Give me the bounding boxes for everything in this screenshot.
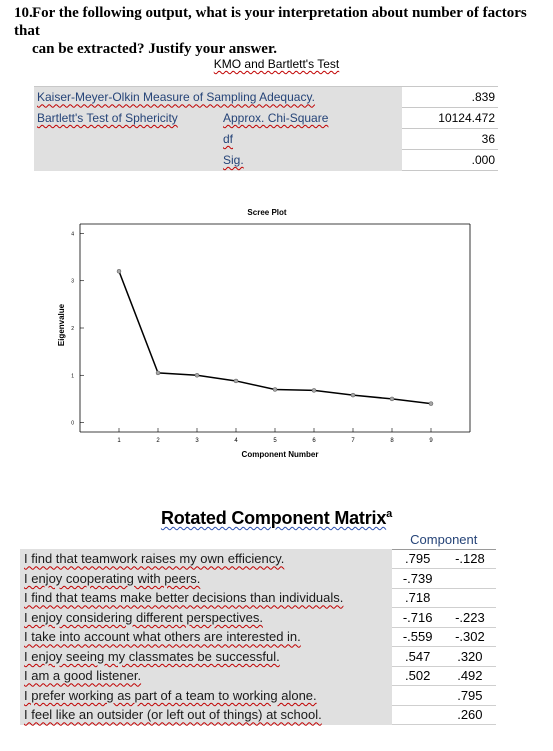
empty-label [34, 150, 220, 171]
component-2-loading: -.302 [444, 627, 496, 647]
x-tick-label: 4 [234, 438, 238, 444]
item-label-cell [20, 608, 392, 628]
x-tick-label: 2 [156, 438, 160, 444]
component-1-loading: -.739 [392, 569, 444, 589]
item-label: I am a good listener. [24, 668, 142, 684]
component-2-loading [444, 569, 496, 589]
item-label-cell [20, 666, 392, 686]
item-label: I take into account what others are interested in. [24, 629, 301, 645]
table-row [20, 686, 496, 706]
table-row [20, 569, 496, 589]
x-tick-label: 8 [390, 438, 394, 444]
data-point [117, 269, 121, 273]
table-row [20, 608, 496, 628]
x-axis-label: Component Number [241, 450, 319, 459]
item-label: I find that teams make better decisions than individuals. [24, 590, 344, 606]
x-tick-label: 5 [273, 438, 277, 444]
item-label: I feel like an outsider (or left out of things) at school. [24, 707, 322, 723]
table-row [20, 705, 496, 725]
component-2-loading: .320 [444, 647, 496, 667]
sig-value: .000 [402, 150, 498, 171]
chi-square-value: 10124.472 [402, 108, 498, 129]
component-1-loading [392, 705, 444, 725]
y-tick-label: 4 [71, 231, 74, 238]
component-1-loading: -.559 [392, 627, 444, 647]
data-point [195, 373, 199, 377]
rotated-matrix-title-text: Rotated Component Matrix [160, 508, 387, 528]
table-row [34, 108, 498, 129]
x-tick-label: 3 [195, 438, 199, 444]
component-2-loading: .260 [444, 705, 496, 725]
table-row [34, 129, 498, 150]
question-text [14, 4, 544, 58]
component-1-loading: .795 [392, 549, 444, 569]
table-row [20, 647, 496, 667]
chi-square-label: Approx. Chi-Square [223, 111, 329, 125]
item-label-cell [20, 549, 392, 569]
component-2-loading: -.223 [444, 608, 496, 628]
component-2-loading: .492 [444, 666, 496, 686]
y-axis-label: Eigenvalue [57, 303, 66, 347]
bartlett-label: Bartlett's Test of Sphericity [37, 111, 178, 125]
chart-title: Scree Plot [247, 208, 287, 217]
header-spacer [20, 530, 392, 549]
item-label-cell [20, 569, 392, 589]
y-tick-label: 0 [71, 420, 74, 427]
data-point [429, 402, 433, 406]
df-value: 36 [402, 129, 498, 150]
data-point [390, 397, 394, 401]
item-label-cell [20, 588, 392, 608]
item-label: I enjoy considering different perspectives. [24, 609, 263, 625]
data-point [273, 387, 277, 391]
table-row [34, 87, 498, 108]
table-row [34, 150, 498, 171]
x-tick-label: 6 [312, 438, 316, 444]
y-tick-label: 3 [71, 278, 74, 285]
item-label-cell [20, 705, 392, 725]
item-label: I prefer working as part of a team to working alone. [24, 687, 317, 703]
item-label-cell [20, 686, 392, 706]
question-line-1: For the following output, what is your interpretation about number of factors that [14, 5, 527, 39]
question-number: 10. [14, 5, 33, 21]
data-point [351, 393, 355, 397]
y-tick-label: 1 [71, 373, 74, 380]
kmo-table-title: KMO and Bartlett's Test [213, 57, 340, 71]
item-label: I enjoy seeing my classmates be successful. [24, 648, 280, 664]
series-line [119, 271, 431, 403]
empty-label [34, 129, 220, 150]
title-superscript: a [386, 508, 393, 520]
question-line-2: can be extracted? Justify your answer. [32, 41, 277, 57]
table-row [20, 666, 496, 686]
component-1-loading: .502 [392, 666, 444, 686]
component-1-loading [392, 686, 444, 706]
table-row [20, 588, 496, 608]
data-point [234, 379, 238, 383]
table-row [20, 549, 496, 569]
x-tick-label: 1 [117, 438, 121, 444]
component-1-loading: .718 [392, 588, 444, 608]
sig-label: Sig. [223, 153, 244, 167]
component-2-loading: -.128 [444, 549, 496, 569]
data-point [312, 388, 316, 392]
component-2-loading [444, 588, 496, 608]
df-label: df [223, 132, 234, 146]
component-header: Component [392, 530, 496, 549]
item-label: I enjoy cooperating with peers. [24, 570, 201, 586]
rotated-matrix-title [0, 508, 553, 529]
component-1-loading: .547 [392, 647, 444, 667]
table-row [20, 627, 496, 647]
item-label-cell [20, 647, 392, 667]
item-label-cell [20, 627, 392, 647]
x-tick-label: 7 [351, 438, 355, 444]
item-label: I find that teamwork raises my own efficiency. [24, 551, 285, 567]
kmo-label: Kaiser-Meyer-Olkin Measure of Sampling Adequacy. [37, 90, 315, 105]
kmo-table [34, 86, 498, 171]
x-tick-label: 9 [429, 438, 433, 444]
scree-plot [50, 200, 500, 470]
y-tick-label: 2 [71, 326, 74, 332]
data-point [156, 371, 160, 375]
component-1-loading: -.716 [392, 608, 444, 628]
component-2-loading: .795 [444, 686, 496, 706]
kmo-value: .839 [402, 87, 498, 108]
rotated-component-matrix [20, 530, 496, 725]
